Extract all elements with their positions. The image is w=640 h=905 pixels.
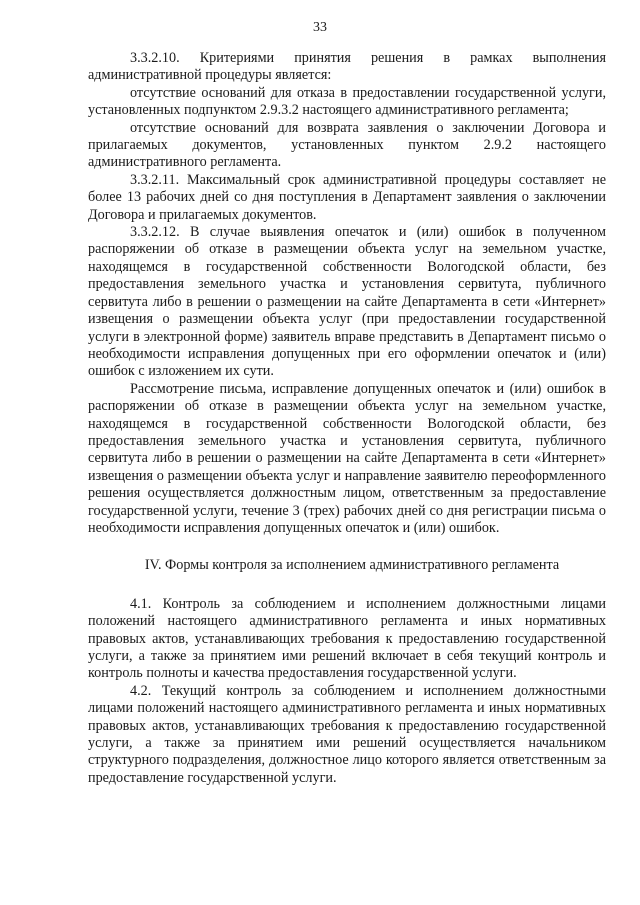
paragraph-review-letter: Рассмотрение письма, исправление допущенных опечаток и (или) ошибок в распоряжении об отказе в размещении объекта услуг на земельном участке, находящемся в государственной собственности Вологодской области, без предоставления земельного участка и установления сервитута, публичного сервитута либо в решении о размещении на сайте Департамента в сети «Интернет» извещения о размещении объекта услуг и направление заявителю переоформленного решения осуществляется должностным лицом, ответственным за предоставление государственной услуги, течение 3 (трех) рабочих дней со дня регистрации письма о необходимости исправления допущенных опечаток и (или) ошибок. xyxy=(88,380,606,536)
paragraph-criterion-2: отсутствие оснований для возврата заявления о заключении Договора и прилагаемых документов, установленных пунктом 2.9.2 настоящего административного регламента. xyxy=(88,119,606,171)
paragraph-4-1: 4.1. Контроль за соблюдением и исполнением должностными лицами положений настоящего административного регламента и иных нормативных правовых актов, устанавливающих требования к предоставлению государственной услуги, а также за принятием ими решений включает в себя текущий контроль и контроль полноты и качества предоставления государственной услуги. xyxy=(88,595,606,682)
paragraph-3-3-2-11: 3.3.2.11. Максимальный срок административной процедуры составляет не более 13 рабочих дней со дня поступления в Департамент заявления о заключении Договора и прилагаемых документов. xyxy=(88,171,606,223)
page-number: 33 xyxy=(313,20,327,35)
paragraph-3-3-2-12: 3.3.2.12. В случае выявления опечаток и (или) ошибок в полученном распоряжении об отказе в размещении объекта услуг на земельном участке, находящемся в государственной собственности Вологодской области, без предоставления земельного участка и установления сервитута, публичного сервитута либо в решении о размещении на сайте Департамента в сети «Интернет» извещения о размещении объекта услуг (при предоставлении государственной услуги в электронной форме) заявитель вправе представить в Департамент письмо о необходимости исправления допущенных при его оформлении опечаток и (или) ошибок с изложением их сути. xyxy=(88,224,606,380)
document-body xyxy=(88,50,606,787)
paragraph-criterion-1: отсутствие оснований для отказа в предоставлении государственной услуги, установленных подпунктом 2.9.3.2 настоящего административного регламента; xyxy=(88,84,606,119)
paragraph-4-2: 4.2. Текущий контроль за соблюдением и исполнением должностными лицами положений настоящего административного регламента и иных нормативных правовых актов, устанавливающих требования к предоставлению государственной услуги, а также за принятием ими решений осуществляется начальником структурного подразделения, должностное лицо которого является ответственным за предоставление государственной услуги. xyxy=(88,682,606,786)
section-heading: IV. Формы контроля за исполнением административного регламента xyxy=(144,557,560,574)
paragraph-3-3-2-10: 3.3.2.10. Критериями принятия решения в рамках выполнения административной процедуры является: xyxy=(88,50,606,84)
